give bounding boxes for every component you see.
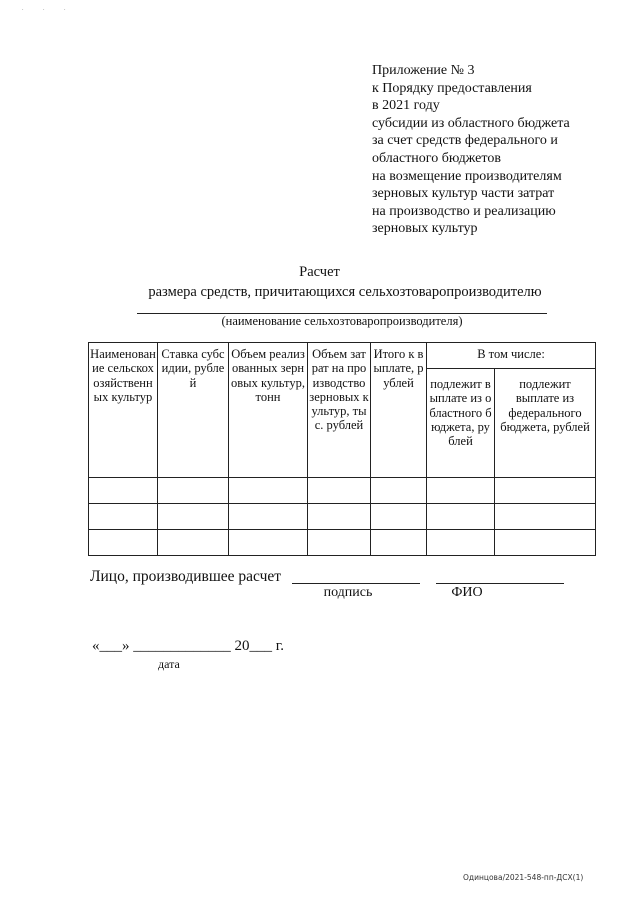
table-cell[interactable] xyxy=(229,504,308,530)
appendix-line: Приложение № 3 xyxy=(372,63,475,78)
table-row xyxy=(89,530,596,556)
appendix-line: на возмещение производителям xyxy=(372,168,562,184)
table-cell[interactable] xyxy=(495,504,596,530)
table-cell[interactable] xyxy=(158,530,229,556)
calculation-table xyxy=(88,342,596,556)
date-caption: дата xyxy=(158,657,180,671)
appendix-line: областного бюджетов xyxy=(372,150,501,166)
document-footer-code: Одинцова/2021-548-пп-ДСХ(1) xyxy=(463,873,584,882)
appendix-line: в 2021 году xyxy=(372,98,440,114)
appendix-block xyxy=(372,62,570,238)
table-cell[interactable] xyxy=(89,530,158,556)
table-cell[interactable] xyxy=(495,478,596,504)
table-row xyxy=(89,504,596,530)
col-header-crop: Наименование сельскохозяйственных культур xyxy=(89,343,158,478)
signature-line[interactable] xyxy=(292,583,420,584)
appendix-line: зерновых культур части затрат xyxy=(372,186,555,202)
table-header-row xyxy=(89,343,596,369)
appendix-line: зерновых культур xyxy=(372,221,478,237)
date-field[interactable]: «___» _____________ 20___ г. xyxy=(92,638,284,654)
col-header-total: Итого к выплате, рублей xyxy=(371,343,427,478)
col-header-costs: Объем затрат на производство зерновых культур, тыс. рублей xyxy=(308,343,371,478)
appendix-line: за счет средств федерального и xyxy=(372,133,558,149)
table-cell[interactable] xyxy=(89,478,158,504)
col-header-federal: подлежит выплате из федерального бюджета, рублей xyxy=(495,369,596,478)
table-cell[interactable] xyxy=(89,504,158,530)
full-name-line[interactable] xyxy=(436,583,564,584)
table-cell[interactable] xyxy=(427,478,495,504)
producer-name-caption: (наименование сельхозтоваропроизводителя) xyxy=(221,314,463,328)
appendix-line: субсидии из областного бюджета xyxy=(372,115,570,131)
table-cell[interactable] xyxy=(371,530,427,556)
table-cell[interactable] xyxy=(308,478,371,504)
table-cell[interactable] xyxy=(229,478,308,504)
full-name-caption: ФИО xyxy=(451,585,483,600)
table-cell[interactable] xyxy=(229,530,308,556)
col-header-regional: подлежит выплате из областного бюджета, рублей xyxy=(427,369,495,478)
table-cell[interactable] xyxy=(427,504,495,530)
table-cell[interactable] xyxy=(371,504,427,530)
signature-caption: подпись xyxy=(323,585,373,600)
appendix-line: к Порядку предоставления xyxy=(372,80,532,96)
document-subtitle: размера средств, причитающихся сельхозтоваропроизводителю xyxy=(148,284,542,300)
col-header-volume: Объем реализованных зерновых культур, тонн xyxy=(229,343,308,478)
col-header-including: В том числе: xyxy=(427,343,596,369)
table-cell[interactable] xyxy=(308,530,371,556)
appendix-line: на производство и реализацию xyxy=(372,203,556,219)
document-title: Расчет xyxy=(299,264,340,280)
table-cell[interactable] xyxy=(495,530,596,556)
table-cell[interactable] xyxy=(158,478,229,504)
scan-marks: . . . xyxy=(22,6,75,12)
table-cell[interactable] xyxy=(158,504,229,530)
table-cell[interactable] xyxy=(427,530,495,556)
signer-label: Лицо, производившее расчет xyxy=(90,568,282,585)
table-cell[interactable] xyxy=(308,504,371,530)
col-header-rate: Ставка субсидии, рублей xyxy=(158,343,229,478)
table-row xyxy=(89,478,596,504)
table-cell[interactable] xyxy=(371,478,427,504)
